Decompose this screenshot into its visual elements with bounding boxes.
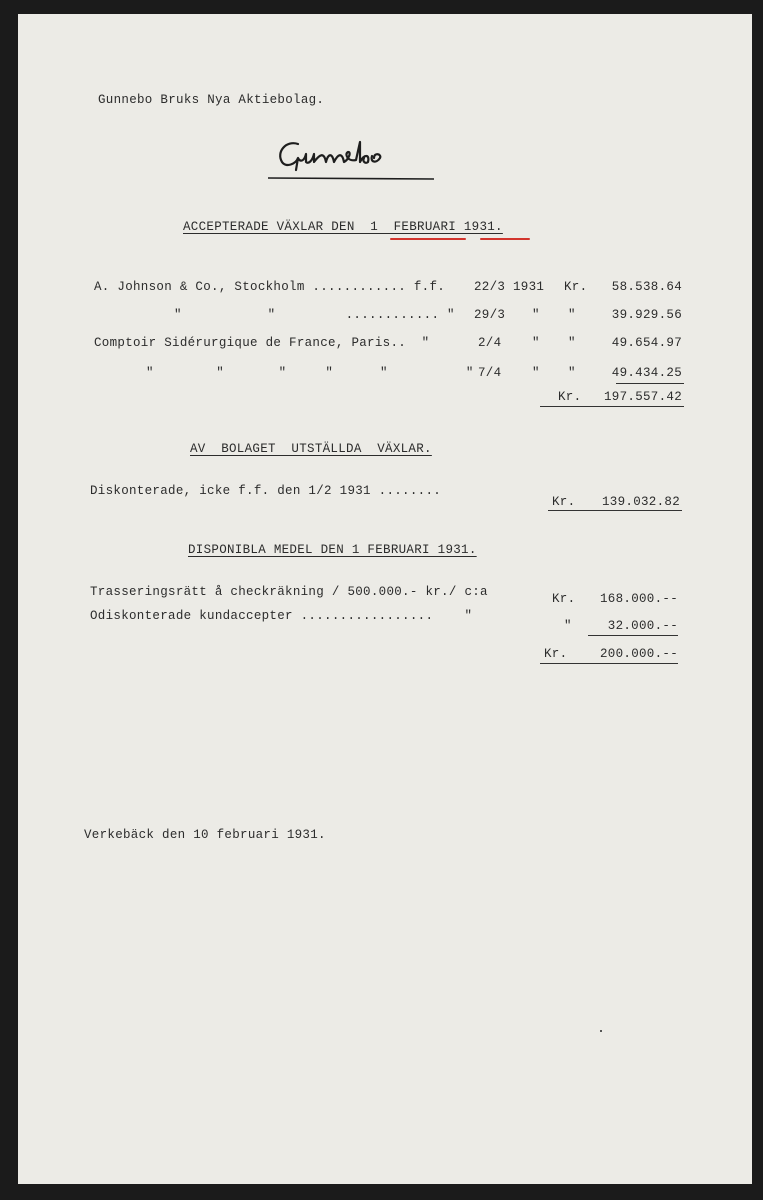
section3-total-currency: Kr. (544, 647, 568, 661)
total-rule (540, 406, 684, 407)
row-date: 22/3 1931 (474, 280, 545, 294)
row-currency: " (568, 308, 576, 322)
row-currency: Kr. (564, 280, 588, 294)
section3-row-amount: 32.000.-- (607, 619, 678, 633)
section3-row-label: Odiskonterade kundaccepter ................. " (90, 609, 473, 623)
row-date-ditto: " (532, 336, 540, 350)
row-date: 7/4 (478, 366, 502, 380)
row-description: " " ............ " (174, 308, 455, 322)
red-underline-date (390, 238, 466, 240)
row-amount: 49.654.97 (611, 336, 682, 350)
row-currency: " (568, 336, 576, 350)
total-currency: Kr. (558, 390, 582, 404)
row-date-ditto: " (532, 308, 540, 322)
section2-currency: Kr. (552, 495, 576, 509)
section1-total: 197.557.42 (603, 390, 682, 404)
section3-row-label: Trasseringsrätt å checkräkning / 500.000.- kr./ c:a (90, 585, 488, 599)
document-page (18, 14, 752, 1184)
section2-rule (548, 510, 682, 511)
total-rule (540, 663, 678, 664)
section1-title: ACCEPTERADE VÄXLAR DEN 1 FEBRUARI 1931. (183, 220, 503, 234)
paper-speck (600, 1030, 602, 1032)
section3-total: 200.000.-- (599, 647, 678, 661)
row-description: A. Johnson & Co., Stockholm ............ f.f. (94, 280, 446, 294)
red-underline-year (480, 238, 530, 240)
section3-row-currency: " (564, 619, 572, 633)
sum-rule (616, 383, 684, 384)
row-date-ditto: " (532, 366, 540, 380)
section3-title: DISPONIBLA MEDEL DEN 1 FEBRUARI 1931. (188, 543, 477, 557)
row-date: 29/3 (474, 308, 506, 322)
place-date: Verkebäck den 10 februari 1931. (84, 828, 326, 842)
row-amount: 39.929.56 (611, 308, 682, 322)
row-currency: " (568, 366, 576, 380)
sum-rule (588, 635, 678, 636)
row-description: " " " " " " (146, 366, 474, 380)
company-name: Gunnebo Bruks Nya Aktiebolag. (98, 93, 325, 107)
handwritten-signature (268, 132, 438, 182)
section3-row-currency: Kr. (552, 592, 576, 606)
section2-title: AV BOLAGET UTSTÄLLDA VÄXLAR. (190, 442, 432, 456)
row-date: 2/4 (478, 336, 502, 350)
row-amount: 49.434.25 (611, 366, 682, 380)
row-amount: 58.538.64 (611, 280, 682, 294)
row-description: Comptoir Sidérurgique de France, Paris.. " (94, 336, 430, 350)
section2-amount: 139.032.82 (601, 495, 680, 509)
section2-line: Diskonterade, icke f.f. den 1/2 1931 ........ (90, 484, 442, 498)
section3-row-amount: 168.000.-- (599, 592, 678, 606)
